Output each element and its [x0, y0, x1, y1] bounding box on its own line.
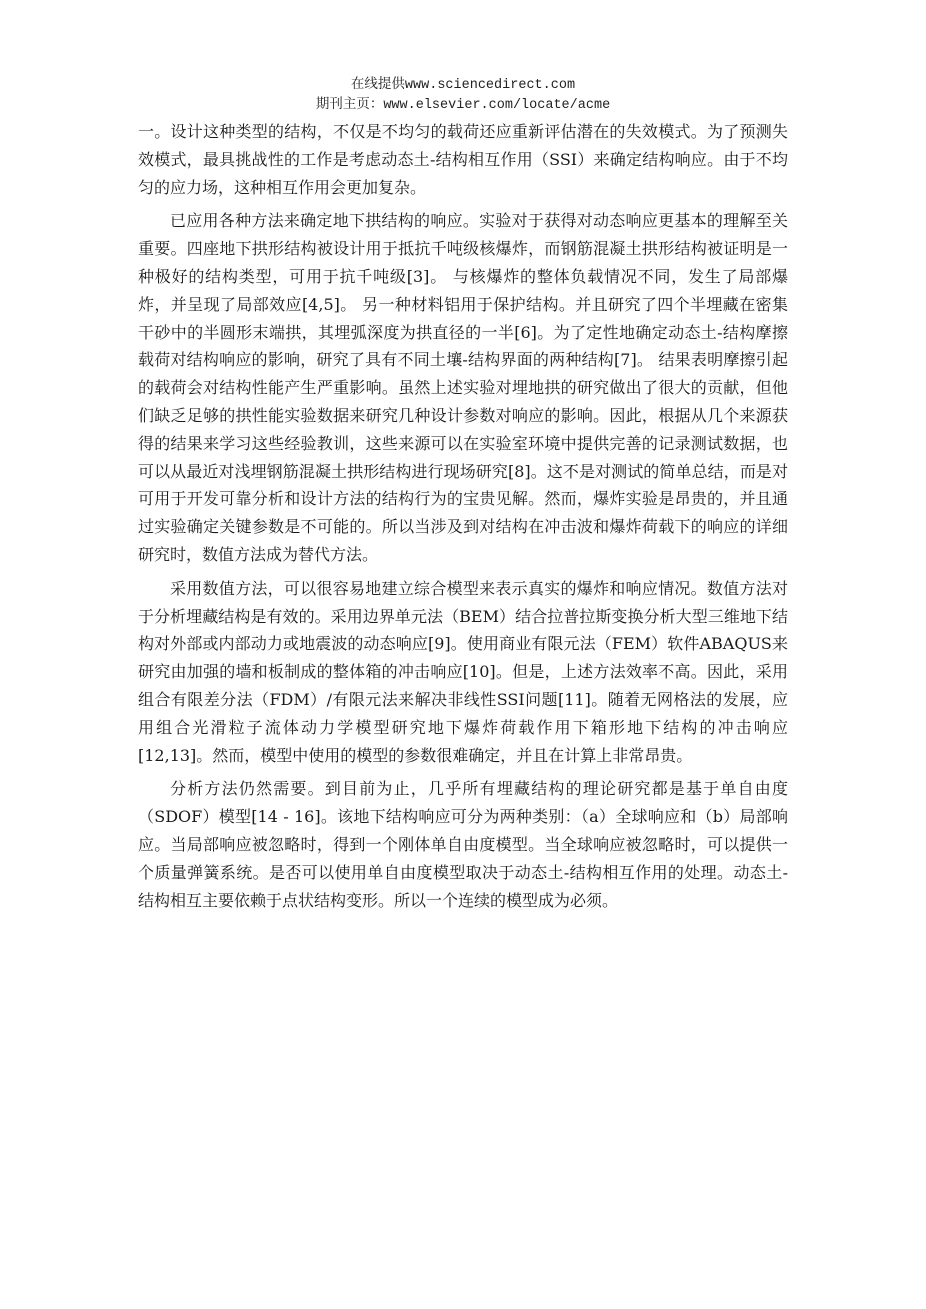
- journal-header: [0, 76, 926, 116]
- paragraph-continuation: 一。设计这种类型的结构，不仅是不均匀的载荷还应重新评估潜在的失效模式。为了预测失效模式，最具挑战性的工作是考虑动态土-结构相互作用（SSI）来确定结构响应。由于不均匀的应力场，这种相互作用会更加复杂。: [138, 122, 788, 197]
- paragraph-analytical-methods: 分析方法仍然需要。到目前为止，几乎所有埋藏结构的理论研究都是基于单自由度（SDOF）模型[14 - 16]。该地下结构响应可分为两种类别：（a）全球响应和（b）局部响应。当局部响应被忽略时，得到一个刚体单自由度模型。当全球响应被忽略时，可以提供一个质量弹簧系统。是否可以使用单自由度模型取决于动态土-结构相互作用的处理。动态土-结构相互主要依赖于点状结构变形。所以一个连续的模型成为必须。: [138, 779, 788, 910]
- paragraph-experiments: 已应用各种方法来确定地下拱结构的响应。实验对于获得对动态响应更基本的理解至关重要。四座地下拱形结构被设计用于抵抗千吨级核爆炸，而钢筋混凝土拱形结构被证明是一种极好的结构类型，可用于抗千吨级[3]。 与核爆炸的整体负载情况不同，发生了局部爆炸，并呈现了局部效应[4,5]。 另一种材料铝用于保护结构。并且研究了四个半埋藏在密集干砂中的半圆形末端拱，其埋弧深度为拱直径的一半[6]。为了定性地确定动态土-结构摩擦载荷对结构响应的影响，研究了具有不同土壤-结构界面的两种结构[7]。 结果表明摩擦引起的载荷会对结构性能产生严重影响。虽然上述实验对埋地拱的研究做出了很大的贡献，但他们缺乏足够的拱性能实验数据来研究几种设计参数对响应的影响。因此，根据从几个来源获得的结果来学习这些经验教训，这些来源可以在实验室环境中提供完善的记录测试数据，也可以从最近对浅埋钢筋混凝土拱形结构进行现场研究[8]。这不是对测试的简单总结，而是对可用于开发可靠分析和设计方法的结构行为的宝贵见解。然而，爆炸实验是昂贵的，并且通过实验确定关键参数是不可能的。所以当涉及到对结构在冲击波和爆炸荷载下的响应的详细研究时，数值方法成为替代方法。: [138, 211, 788, 564]
- header-sciencedirect-line: 在线提供www.sciencedirect.com: [350, 78, 576, 93]
- paragraph-numerical-methods: 采用数值方法，可以很容易地建立综合模型来表示真实的爆炸和响应情况。数值方法对于分析埋藏结构是有效的。采用边界单元法（BEM）结合拉普拉斯变换分析大型三维地下结构对外部或内部动力或地震波的动态响应[9]。使用商业有限元法（FEM）软件ABAQUS来研究由加强的墙和板制成的整体箱的冲击响应[10]。但是，上述方法效率不高。因此，采用组合有限差分法（FDM）/有限元法来解决非线性SSI问题[11]。随着无网格法的发展，应用组合光滑粒子流体动力学模型研究地下爆炸荷载作用下箱形地下结构的冲击响应[12,13]。然而，模型中使用的模型的参数很难确定，并且在计算上非常昂贵。: [138, 578, 788, 765]
- header-journal-homepage-line: 期刊主页：www.elsevier.com/locate/acme: [315, 98, 611, 113]
- article-body: [138, 118, 788, 920]
